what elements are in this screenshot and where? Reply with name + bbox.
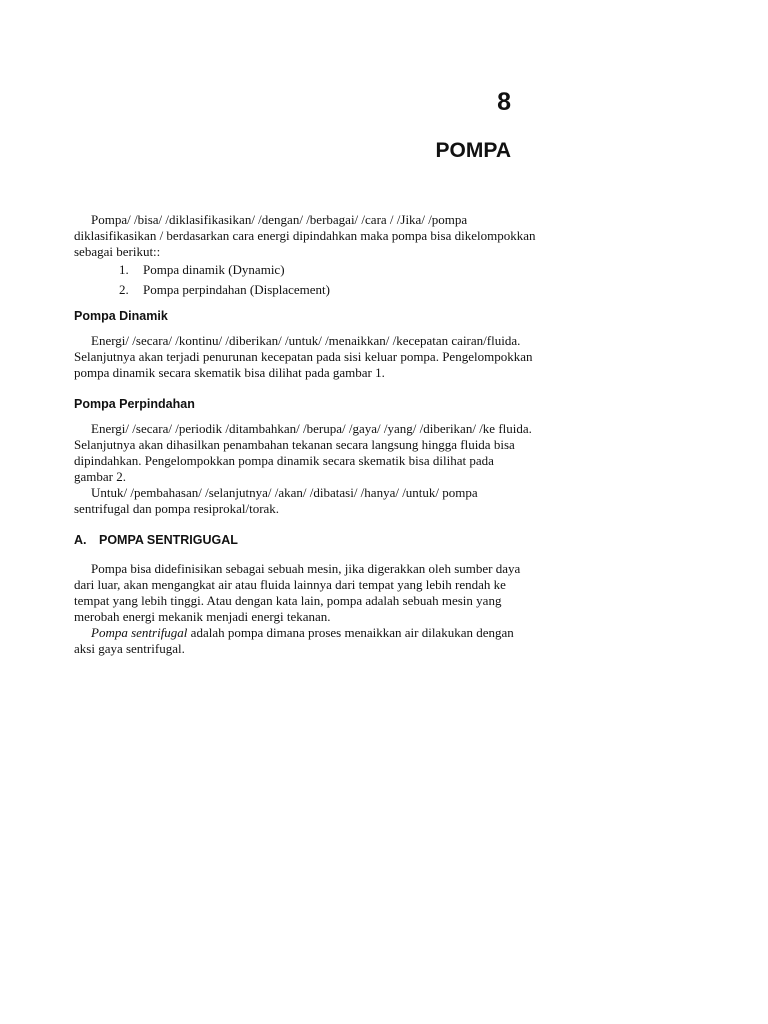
perpindahan-paragraph-2: Untuk/ /pembahasan/ /selanjutnya/ /akan/ /dibatasi/ /hanya/ /untuk/ pompa sentrifugal dan pompa resiprokal/torak.	[74, 485, 478, 516]
chapter-title: POMPA	[435, 139, 511, 162]
italic-term: Pompa sentrifugal	[91, 625, 188, 640]
list-item-text: Pompa dinamik (Dynamic)	[143, 262, 285, 277]
list-item-number: 2.	[119, 282, 129, 297]
list-item	[119, 282, 536, 302]
section-a-paragraph-2	[74, 625, 536, 657]
document-body	[74, 212, 536, 657]
perpindahan-paragraph-1: Energi/ /secara/ /periodik /ditambahkan/ /berupa/ /gaya/ /yang/ /diberikan/ /ke fluida. Selanjutnya akan dihasilkan penambahan tekanan secara langsung hingga fluida bisa dipindahkan. Pengelompokkan pompa dinamik secara skematik bisa dilihat pada gambar 2.	[74, 421, 532, 484]
chapter-number: 8	[497, 88, 511, 116]
section-a-paragraph-1: Pompa bisa didefinisikan sebagai sebuah mesin, jika digerakkan oleh sumber daya dari luar, akan mengangkat air atau fluida lainnya dari tempat yang lebih rendah ke tempat yang lebih tinggi. Atau dengan kata lain, pompa adalah sebuah mesin yang merobah energi mekanik menjadi energi tekanan.	[74, 561, 521, 624]
list-item-number: 1.	[119, 262, 129, 277]
list-item-text: Pompa perpindahan (Displacement)	[143, 282, 330, 297]
paragraph-rest: adalah pompa dimana proses menaikkan air dilakukan dengan aksi gaya sentrifugal.	[74, 625, 514, 656]
intro-paragraph: Pompa/ /bisa/ /diklasifikasikan/ /dengan/ /berbagai/ /cara / /Jika/ /pompa diklasifikasikan / berdasarkan cara energi dipindahkan maka pompa bisa dikelompokkan sebagai berikut::	[74, 212, 536, 259]
pump-type-list	[74, 262, 536, 302]
list-item	[119, 262, 536, 282]
section-a-heading	[74, 532, 536, 548]
heading-pompa-perpindahan: Pompa Perpindahan	[74, 397, 195, 411]
section-letter: A.	[74, 533, 87, 547]
heading-pompa-dinamik: Pompa Dinamik	[74, 309, 168, 323]
dinamik-paragraph: Energi/ /secara/ /kontinu/ /diberikan/ /untuk/ /menaikkan/ /kecepatan cairan/fluida. Selanjutnya akan terjadi penurunan kecepatan pada sisi keluar pompa. Pengelompokkan pompa dinamik secara skematik bisa dilihat pada gambar 1.	[74, 333, 533, 380]
section-title: POMPA SENTRIGUGAL	[99, 533, 238, 547]
